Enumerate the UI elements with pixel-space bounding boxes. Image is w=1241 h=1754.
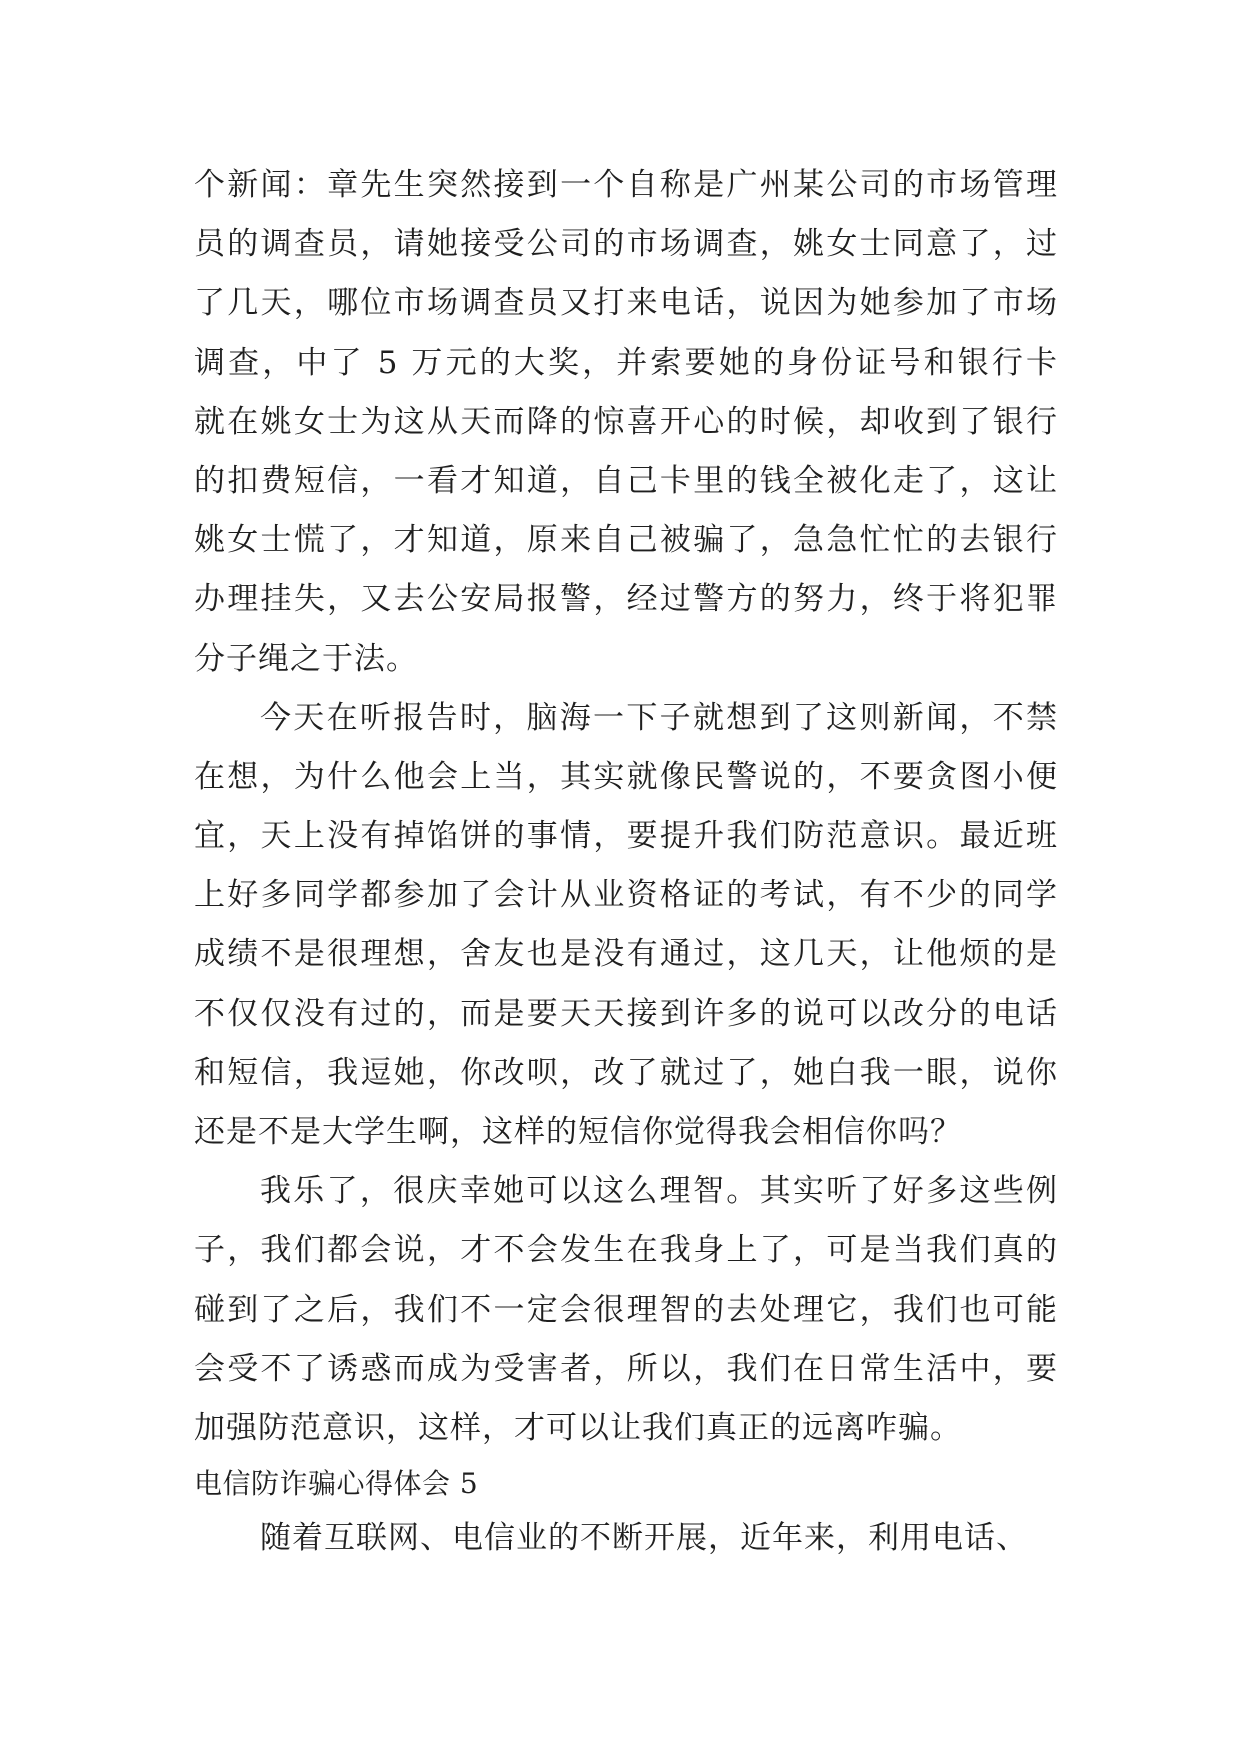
- text-line: 不仅仅没有过的，而是要天天接到许多的说可以改分的电话: [194, 995, 1058, 1032]
- text-line: 子，我们都会说，才不会发生在我身上了，可是当我们真的: [194, 1232, 1058, 1269]
- text-line: 调查，中了 5 万元的大奖，并索要她的身份证号和银行卡: [194, 344, 1058, 381]
- text-line: 员的调查员，请她接受公司的市场调查，姚女士同意了，过: [194, 226, 1058, 263]
- text-line: 个新闻：章先生突然接到一个自称是广州某公司的市场管理: [194, 167, 1058, 203]
- text-line: 了几天，哪位市场调查员又打来电话，说因为她参加了市场: [194, 285, 1058, 322]
- text-line: 成绩不是很理想，舍友也是没有通过，这几天，让他烦的是: [194, 936, 1058, 973]
- text-line: 我乐了，很庆幸她可以这么理智。其实听了好多这些例: [260, 1173, 1058, 1210]
- text-line: 宜，天上没有掉馅饼的事情，要提升我们防范意识。最近班: [194, 818, 1058, 855]
- document-body: [194, 156, 1058, 1568]
- text-line: 分子绳之于法。: [194, 640, 418, 677]
- text-line: 姚女士慌了，才知道，原来自己被骗了，急急忙忙的去银行: [194, 522, 1058, 559]
- text-line: 的扣费短信，一看才知道，自己卡里的钱全被化走了，这让: [194, 462, 1058, 499]
- paragraph: [194, 156, 1058, 689]
- paragraph: [194, 1162, 1058, 1458]
- section-heading: [194, 1458, 1058, 1509]
- section-heading-text: 电信防诈骗心得体会 5: [194, 1467, 479, 1501]
- text-line: 随着互联网、电信业的不断开展，近年来，利用电话、: [260, 1520, 1028, 1557]
- text-line: 就在姚女士为这从天而降的惊喜开心的时候，却收到了银行: [194, 403, 1058, 440]
- text-line: 碰到了之后，我们不一定会很理智的去处理它，我们也可能: [194, 1291, 1058, 1328]
- paragraph: [194, 1509, 1058, 1568]
- text-line: 加强防范意识，这样，才可以让我们真正的远离咋骗。: [194, 1409, 962, 1446]
- text-line: 和短信，我逗她，你改呗，改了就过了，她白我一眼，说你: [194, 1054, 1058, 1091]
- text-line: 上好多同学都参加了会计从业资格证的考试，有不少的同学: [194, 877, 1058, 914]
- text-line: 在想，为什么他会上当，其实就像民警说的，不要贪图小便: [194, 758, 1058, 795]
- text-line: 会受不了诱惑而成为受害者，所以，我们在日常生活中，要: [194, 1350, 1058, 1387]
- paragraph: [194, 689, 1058, 1163]
- text-line: 办理挂失，又去公安局报警，经过警方的努力，终于将犯罪: [194, 581, 1058, 618]
- text-line: 今天在听报告时，脑海一下子就想到了这则新闻，不禁: [260, 699, 1058, 736]
- text-line: 还是不是大学生啊，这样的短信你觉得我会相信你吗？: [194, 1114, 962, 1150]
